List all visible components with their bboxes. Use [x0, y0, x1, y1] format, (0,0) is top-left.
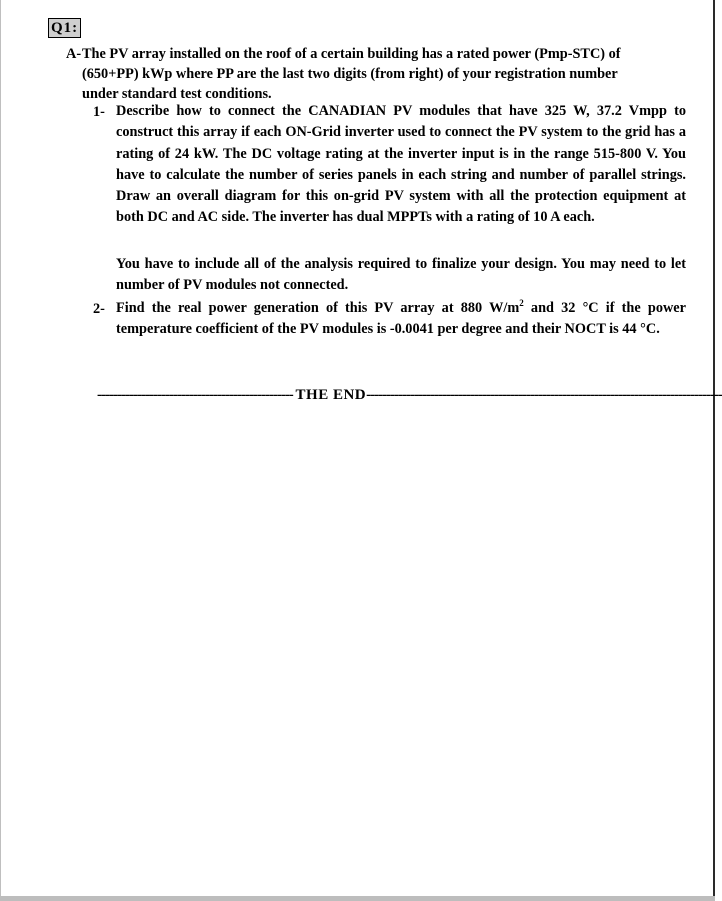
item-2-marker: 2- [93, 301, 105, 317]
page-right-edge [713, 0, 715, 901]
part-a-line-2: (650+PP) kWp where PP are the last two digits (from right) of your registration number [82, 66, 618, 82]
question-label: Q1: [48, 18, 81, 38]
the-end-label: THE END [295, 387, 367, 403]
item-1-text: Describe how to connect the CANADIAN PV modules that have 325 W, 37.2 Vmpp to construct this array if each ON-Grid inverter used to connect the PV system to the grid has a rating of 24 kW. The DC voltage rating at the inverter input is in the range 515-800 V. You have to calculate the number of series panels in each string and number of parallel strings. Draw an overall diagram for this on-grid PV system with all the protection equipment at both DC and AC side. The inverter has dual MPPTs with a rating of 10 A each. [116, 103, 686, 226]
part-a-line-3: under standard test conditions. [82, 86, 272, 102]
end-dashes-right: ----------------------------------------------------------------------------------------- [366, 387, 722, 403]
part-a-line-1: The PV array installed on the roof of a certain building has a rated power (Pmp-STC) of [82, 46, 621, 62]
item-2-text-b: and 32 °C if the power temperature coefficient of the PV modules is -0.0041 per degree and their NOCT is 44 °C. [116, 300, 686, 338]
part-a-marker: A- [66, 46, 82, 62]
the-end-line [97, 384, 722, 406]
item-2-text [116, 298, 686, 341]
item-1-text-2: You have to include all of the analysis required to finalize your design. You may need to let number of PV modules not connected. [116, 256, 686, 294]
item-2-superscript: 2 [519, 298, 524, 309]
item-1-marker: 1- [93, 104, 105, 120]
page-left-edge [0, 0, 1, 901]
end-dashes-left: ------------------------------------------------- [97, 387, 296, 403]
page-bottom-edge [0, 896, 715, 901]
item-2-text-a: Find the real power generation of this PV array at 880 W/m [116, 300, 520, 316]
